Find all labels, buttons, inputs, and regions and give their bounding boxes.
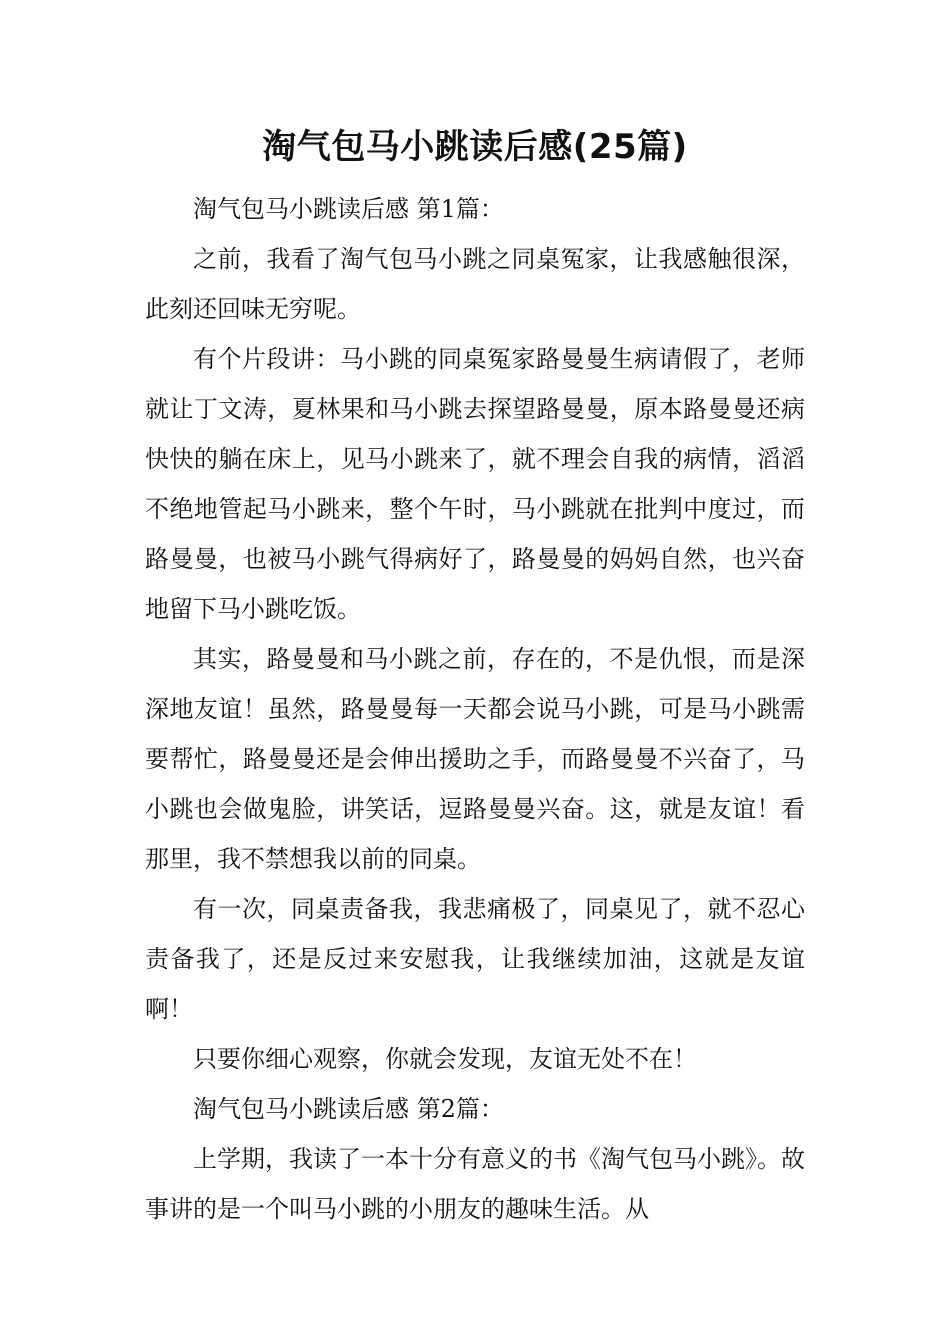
paragraph: 只要你细心观察，你就会发现，友谊无处不在！ (193, 1045, 697, 1073)
section-heading-1: 淘气包马小跳读后感 第1篇： (193, 195, 504, 223)
paragraph: 上学期，我读了一本十分有意义的书《淘气包马小跳》。故事讲的是一个叫马小跳的小朋友的趣味生活。从 (145, 1145, 805, 1223)
section-heading-2: 淘气包马小跳读后感 第2篇： (193, 1095, 504, 1123)
document-title: 淘气包马小跳读后感(25篇) (262, 127, 688, 167)
paragraph: 有一次，同桌责备我，我悲痛极了，同桌见了，就不忍心责备我了，还是反过来安慰我，让我继续加油，这就是友谊啊！ (145, 895, 805, 1023)
paragraph: 其实，路曼曼和马小跳之前，存在的，不是仇恨，而是深深地友谊！虽然，路曼曼每一天都会说马小跳，可是马小跳需要帮忙，路曼曼还是会伸出援助之手，而路曼曼不兴奋了，马小跳也会做鬼脸，讲笑话，逗路曼曼兴奋。这，就是友谊！看那里，我不禁想我以前的同桌。 (145, 645, 805, 873)
document-body (145, 184, 805, 1234)
paragraph: 有个片段讲：马小跳的同桌冤家路曼曼生病请假了，老师就让丁文涛，夏林果和马小跳去探望路曼曼，原本路曼曼还病快快的躺在床上，见马小跳来了，就不理会自我的病情，滔滔不绝地管起马小跳来，整个午时，马小跳就在批判中度过，而路曼曼，也被马小跳气得病好了，路曼曼的妈妈自然，也兴奋地留下马小跳吃饭。 (145, 345, 805, 623)
paragraph: 之前，我看了淘气包马小跳之同桌冤家，让我感触很深，此刻还回味无穷呢。 (145, 245, 805, 323)
